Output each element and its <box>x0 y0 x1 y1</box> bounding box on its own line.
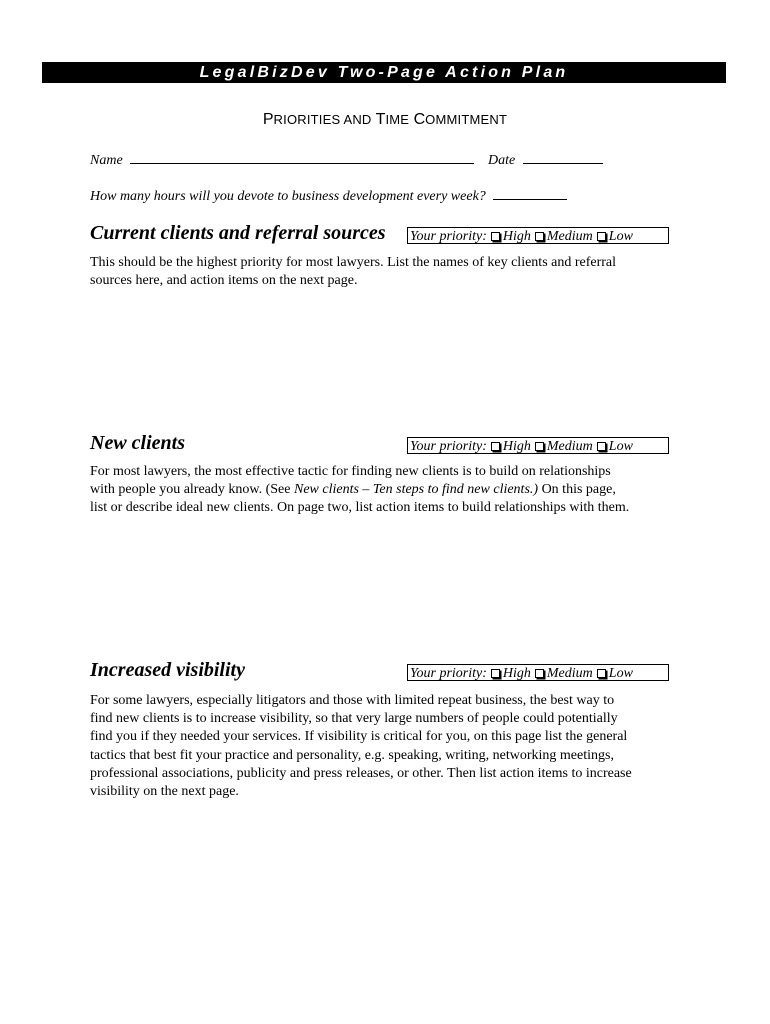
name-field[interactable] <box>130 150 474 164</box>
low-checkbox[interactable] <box>597 669 606 678</box>
date-label: Date <box>488 153 516 168</box>
section-title-new-clients: New clients <box>90 432 185 454</box>
medium-checkbox[interactable] <box>535 232 544 241</box>
date-row <box>488 150 603 169</box>
priority-box-new-clients: Your priority: High Medium Low <box>407 437 669 454</box>
hours-row <box>90 186 567 205</box>
low-checkbox[interactable] <box>597 442 606 451</box>
high-checkbox[interactable] <box>491 442 500 451</box>
medium-checkbox[interactable] <box>535 442 544 451</box>
page-subtitle: PRIORITIES AND TIME COMMITMENT <box>262 111 508 128</box>
name-label: Name <box>90 153 123 168</box>
high-checkbox[interactable] <box>491 669 500 678</box>
low-checkbox[interactable] <box>597 232 606 241</box>
banner-title: LegalBizDev Two-Page Action Plan <box>42 62 726 83</box>
priority-box-increased-visibility: Your priority: High Medium Low <box>407 664 669 681</box>
section-text-new-clients: For most lawyers, the most effective tactic for finding new clients is to build on relationships with people you already know. (See New clients – Ten steps to find new clients.) On this page, list or describe ideal new clients. On page two, list action items to build relationships with them. <box>90 464 630 516</box>
date-field[interactable] <box>523 150 603 164</box>
hours-field[interactable] <box>493 186 567 200</box>
medium-checkbox[interactable] <box>535 669 544 678</box>
name-row <box>90 150 474 169</box>
section-text-increased-visibility: For some lawyers, especially litigators and those with limited repeat business, the best way to find new clients is to increase visibility, so that very large numbers of people could potentially find you if they needed your services. If visibility is critical for you, on this page list the general tactics that best fit your practice and personality, e.g. speaking, writing, networking meetings, professional associations, publicity and press releases, or other. Then list action items to increase visibility on the next page. <box>90 693 632 800</box>
priority-box-current-clients: Your priority: High Medium Low <box>407 227 669 244</box>
section-text-current-clients: This should be the highest priority for most lawyers. List the names of key clients and referral sources here, and action items on the next page. <box>90 255 617 289</box>
section-title-increased-visibility: Increased visibility <box>90 659 245 681</box>
hours-question: How many hours will you devote to business development every week? <box>90 189 486 204</box>
section-title-current-clients: Current clients and referral sources <box>90 222 386 244</box>
high-checkbox[interactable] <box>491 232 500 241</box>
